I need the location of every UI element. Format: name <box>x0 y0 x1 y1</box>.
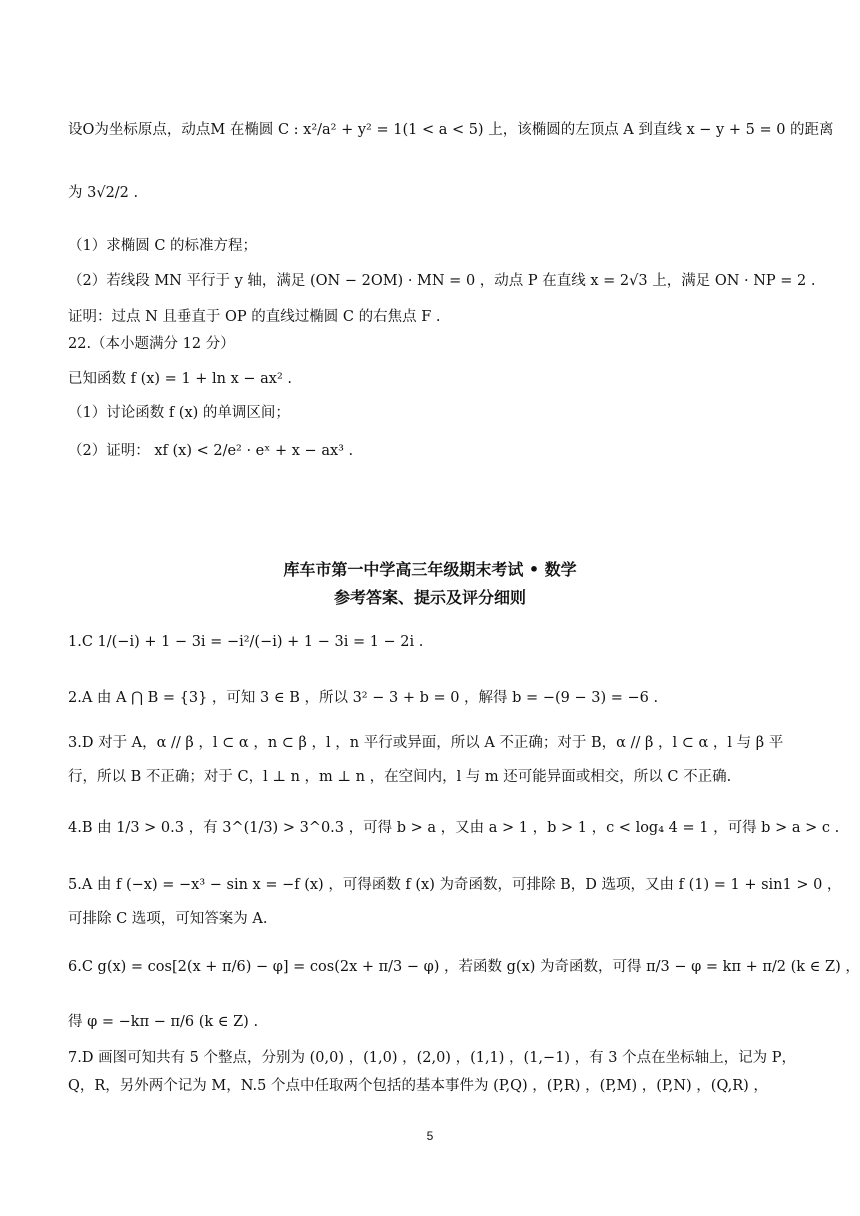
problem22-stem: 已知函数 f (x) = 1 + ln x − ax² . <box>68 371 293 387</box>
answer-title: 库车市第一中学高三年级期末考试 • 数学 <box>283 560 577 579</box>
problem21-stem-line2: 为 3√2/2 . <box>68 185 139 201</box>
answer-3-line2: 行，所以 B 不正确；对于 C，l ⊥ n ，m ⊥ n ，在空间内，l 与 m 还可能异面或相交，所以 C 不正确. <box>68 769 732 785</box>
answer-4: 4.B 由 1/3 > 0.3 ，有 3^(1/3) > 3^0.3 ，可得 b > a ，又由 a > 1 ，b > 1 ，c < log₄ 4 = 1 ，可得 b > a > c . <box>68 820 840 836</box>
problem22-question1: （1）讨论函数 f (x) 的单调区间； <box>68 405 290 421</box>
answer-6-line1: 6.C g(x) = cos[2(x + π/6) − φ] = cos(2x + π/3 − φ) ，若函数 g(x) 为奇函数，可得 π/3 − φ = kπ + π/2 (k ∈ Z) ， <box>68 959 860 975</box>
answer-1: 1.C 1/(−i) + 1 − 3i = −i²/(−i) + 1 − 3i = 1 − 2i . <box>68 634 424 650</box>
problem21-question2-line2: 证明：过点 N 且垂直于 OP 的直线过椭圆 C 的右焦点 F . <box>68 309 441 325</box>
page-number: 5 <box>426 1129 434 1143</box>
answer-7-line1: 7.D 画图可知共有 5 个整点，分别为 (0,0) ，(1,0) ，(2,0) ，(1,1) ，(1,−1) ，有 3 个点在坐标轴上，记为 P， <box>68 1050 796 1066</box>
answer-6-line2: 得 φ = −kπ − π/6 (k ∈ Z) . <box>68 1014 259 1030</box>
problem22-question2: （2）证明： xf (x) < 2/e² · eˣ + x − ax³ . <box>68 443 354 459</box>
answer-5-line1: 5.A 由 f (−x) = −x³ − sin x = −f (x) ，可得函数 f (x) 为奇函数，可排除 B，D 选项，又由 f (1) = 1 + sin1 > 0 ， <box>68 877 842 893</box>
answer-7-line2: Q，R，另外两个记为 M，N.5 个点中任取两个包括的基本事件为 (P,Q) ，(P,R) ，(P,M) ，(P,N) ，(Q,R) ， <box>68 1078 768 1094</box>
answer-2: 2.A 由 A ⋂ B = {3} ，可知 3 ∈ B ，所以 3² − 3 + b = 0 ，解得 b = −(9 − 3) = −6 . <box>68 690 659 706</box>
problem21-question1: （1）求椭圆 C 的标准方程； <box>68 238 258 254</box>
problem22-header: 22.（本小题满分 12 分） <box>68 336 235 352</box>
answer-3-line1: 3.D 对于 A，α // β ，l ⊂ α ，n ⊂ β ，l ，n 平行或异面，所以 A 不正确；对于 B，α // β ，l ⊂ α ，l 与 β 平 <box>68 735 784 751</box>
problem21-stem-line1: 设O为坐标原点，动点M 在椭圆 C : x²/a² + y² = 1(1 < a < 5) 上，该椭圆的左顶点 A 到直线 x − y + 5 = 0 的距离 <box>68 122 834 138</box>
problem21-question2: （2）若线段 MN 平行于 y 轴，满足 (ON − 2OM) · MN = 0 ，动点 P 在直线 x = 2√3 上，满足 ON · NP = 2 . <box>68 273 816 289</box>
answer-5-line2: 可排除 C 选项，可知答案为 A. <box>68 911 268 927</box>
answer-subtitle: 参考答案、提示及评分细则 <box>333 588 526 607</box>
